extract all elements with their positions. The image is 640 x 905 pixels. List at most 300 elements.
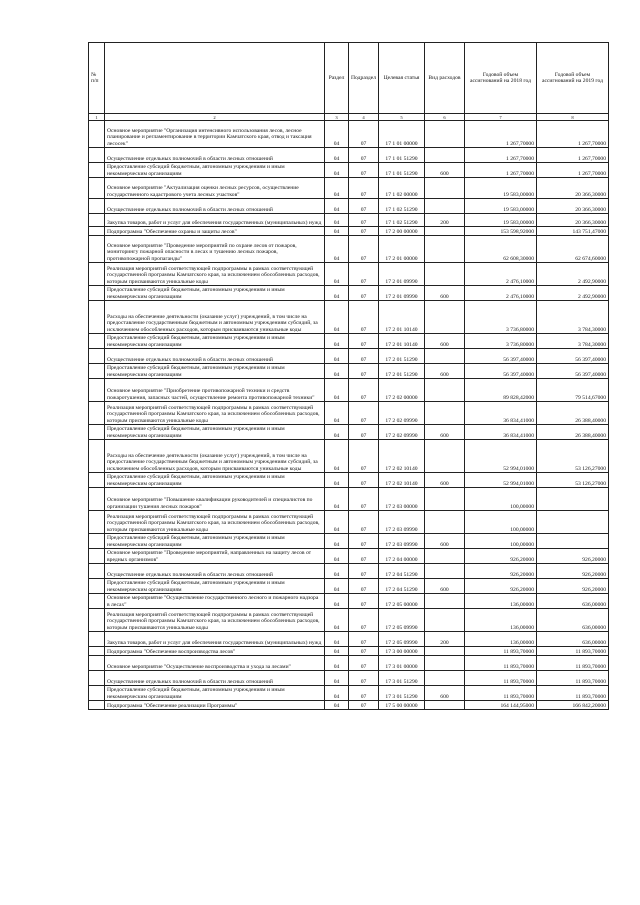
row-name-cell: Предоставление субсидий бюджетным, автономным учреждениям и иным некоммерческим организациям [105,579,325,594]
row-name-cell: Предоставление субсидий бюджетным, автономным учреждениям и иным некоммерческим организациям [105,334,325,349]
row-podrazdel-cell: 07 [349,488,379,511]
row-number-cell [89,148,105,163]
row-razdel-cell: 04 [325,227,349,236]
header-2018: Годовой объем ассигнований на 2018 год [465,43,537,114]
header-podrazdel: Подраздел [349,43,379,114]
row-number-cell [89,263,105,286]
table-row [89,199,609,214]
row-vr-cell [425,402,465,425]
table-row [89,656,609,671]
row-podrazdel-cell: 07 [349,178,379,199]
row-2018-cell: 3 736,80000 [465,334,537,349]
row-2018-cell: 56 397,40000 [465,364,537,379]
row-name-cell: Реализация мероприятий соответствующей подпрограммы в рамках соответствующей государственной программы Камчатского края, за исключением обособленных расходов, которым присваиваются уникальные коды [105,511,325,534]
row-2019-cell: 11 893,70000 [537,686,609,701]
header-2019: Годовой объем ассигнований на 2019 год [537,43,609,114]
row-csr-cell: 17 2 02 09990 [379,402,425,425]
row-name-cell: Расходы на обеспечение деятельности (оказание услуг) учреждений, в том числе на предоставление государственным бюджетным и автономным учреждениям субсидий, за исключением обособленных расходов, которым присваиваются уникальные коды [105,440,325,473]
row-name-cell: Осуществление отдельных полномочий в области лесных отношений [105,564,325,579]
row-name-cell: Предоставление субсидий бюджетным, автономным учреждениям и иным некоммерческим организациям [105,534,325,549]
table-row [89,334,609,349]
row-podrazdel-cell: 07 [349,473,379,488]
row-2019-cell: 3 784,30000 [537,301,609,334]
table-row [89,488,609,511]
row-razdel-cell: 04 [325,349,349,364]
row-vr-cell: 600 [425,364,465,379]
row-number-cell [89,199,105,214]
row-podrazdel-cell: 07 [349,364,379,379]
row-number-cell [89,440,105,473]
row-csr-cell: 17 2 04 51290 [379,564,425,579]
row-2018-cell: 52 994,01000 [465,440,537,473]
row-number-cell [89,121,105,148]
table-row [89,549,609,564]
row-name-cell: Предоставление субсидий бюджетным, автономным учреждениям и иным некоммерческим организациям [105,286,325,301]
row-name-cell: Основное мероприятие "Актуализация оценки лесных ресурсов, осуществление государственного кадастрового учета лесных участков" [105,178,325,199]
row-2019-cell: 11 893,70000 [537,647,609,656]
row-2019-cell: 26 388,40000 [537,425,609,440]
row-2019-cell: 143 751,47000 [537,227,609,236]
row-2018-cell: 89 828,42000 [465,379,537,402]
table-row [89,473,609,488]
row-podrazdel-cell: 07 [349,199,379,214]
row-vr-cell [425,349,465,364]
row-name-cell: Основное мероприятие "Проведение мероприятий, направленных на защиту лесов от вредных организмов" [105,549,325,564]
row-number-cell [89,364,105,379]
row-podrazdel-cell: 07 [349,263,379,286]
row-number-cell [89,178,105,199]
row-vr-cell [425,178,465,199]
row-csr-cell: 17 2 01 09990 [379,263,425,286]
row-2018-cell: 926,20000 [465,564,537,579]
row-name-cell: Осуществление отдельных полномочий в области лесных отношений [105,349,325,364]
row-razdel-cell: 04 [325,364,349,379]
table-row [89,349,609,364]
row-2019-cell: 11 893,70000 [537,671,609,686]
row-2019-cell: 636,00000 [537,632,609,647]
row-2019-cell: 53 126,27000 [537,440,609,473]
row-vr-cell [425,701,465,710]
row-2018-cell: 52 994,01000 [465,473,537,488]
row-vr-cell: 600 [425,286,465,301]
table-row [89,214,609,227]
row-vr-cell: 600 [425,163,465,178]
row-number-cell [89,227,105,236]
row-2018-cell: 100,00000 [465,511,537,534]
table-row [89,686,609,701]
row-razdel-cell: 04 [325,178,349,199]
row-csr-cell: 17 2 03 09990 [379,534,425,549]
index-cell: 8 [537,114,609,121]
row-2018-cell: 136,00000 [465,609,537,632]
row-podrazdel-cell: 07 [349,656,379,671]
row-vr-cell [425,227,465,236]
table-row [89,671,609,686]
table-row [89,440,609,473]
row-podrazdel-cell: 07 [349,379,379,402]
row-vr-cell: 600 [425,473,465,488]
row-podrazdel-cell: 07 [349,425,379,440]
row-csr-cell: 17 2 03 09990 [379,511,425,534]
row-name-cell: Основное мероприятие "Проведение мероприятий по охране лесов от пожаров, мониторингу пожарной опасности в лесах и тушению лесных пожаров, противопожарной пропаганды" [105,236,325,263]
row-number-cell [89,549,105,564]
row-csr-cell: 17 2 01 00000 [379,236,425,263]
row-2018-cell: 56 397,40000 [465,349,537,364]
table-row [89,301,609,334]
row-name-cell: Реализация мероприятий соответствующей подпрограммы в рамках соответствующей государственной программы Камчатского края, за исключением обособленных расходов, которым присваиваются уникальные коды [105,263,325,286]
row-name-cell: Основное мероприятие "Повышение квалификации руководителей и специалистов по организации тушения лесных пожаров" [105,488,325,511]
row-podrazdel-cell: 07 [349,301,379,334]
row-2019-cell: 636,00000 [537,594,609,609]
row-2019-cell: 26 388,40000 [537,402,609,425]
row-number-cell [89,647,105,656]
row-2019-cell: 53 126,27000 [537,473,609,488]
row-vr-cell [425,511,465,534]
row-2018-cell: 36 834,41000 [465,402,537,425]
row-number-cell [89,473,105,488]
row-vr-cell [425,671,465,686]
row-name-cell: Подпрограмма "Обеспечение реализации Программы" [105,701,325,710]
row-csr-cell: 17 2 01 51290 [379,349,425,364]
row-csr-cell: 17 3 01 51290 [379,671,425,686]
row-razdel-cell: 04 [325,473,349,488]
index-cell: 7 [465,114,537,121]
row-2018-cell: 1 267,70000 [465,148,537,163]
header-name [105,43,325,114]
table-row [89,534,609,549]
row-podrazdel-cell: 07 [349,121,379,148]
header-csr: Целевая статья [379,43,425,114]
row-csr-cell: 17 1 02 51290 [379,199,425,214]
row-2018-cell: 11 893,70000 [465,686,537,701]
row-podrazdel-cell: 07 [349,236,379,263]
row-name-cell: Основное мероприятие "Осуществление воспроизводства и ухода за лесами" [105,656,325,671]
row-2018-cell: 136,00000 [465,632,537,647]
row-csr-cell: 17 2 05 09990 [379,609,425,632]
row-name-cell: Закупка товаров, работ и услуг для обеспечения государственных (муниципальных) нужд [105,632,325,647]
row-podrazdel-cell: 07 [349,440,379,473]
row-name-cell: Предоставление субсидий бюджетным, автономным учреждениям и иным некоммерческим организациям [105,364,325,379]
row-number-cell [89,632,105,647]
row-podrazdel-cell: 07 [349,579,379,594]
row-name-cell: Предоставление субсидий бюджетным, автономным учреждениям и иным некоммерческим организациям [105,425,325,440]
row-razdel-cell: 04 [325,564,349,579]
row-2018-cell: 19 583,00000 [465,214,537,227]
row-2018-cell: 19 583,00000 [465,199,537,214]
table-row [89,511,609,534]
row-podrazdel-cell: 07 [349,334,379,349]
row-podrazdel-cell: 07 [349,671,379,686]
table-row [89,364,609,379]
row-2018-cell: 100,00000 [465,488,537,511]
row-podrazdel-cell: 07 [349,686,379,701]
row-razdel-cell: 04 [325,286,349,301]
row-name-cell: Реализация мероприятий соответствующей подпрограммы в рамках соответствующей государственной программы Камчатского края, за исключением обособленных расходов, которым присваиваются уникальные коды [105,402,325,425]
row-csr-cell: 17 2 04 00000 [379,549,425,564]
row-vr-cell [425,379,465,402]
row-number-cell [89,301,105,334]
row-name-cell: Основное мероприятие "Приобретение противопожарной техники и средств пожаротушения, запасных частей, осуществление ремонта противопожарной техники" [105,379,325,402]
row-number-cell [89,671,105,686]
row-razdel-cell: 04 [325,263,349,286]
row-podrazdel-cell: 07 [349,214,379,227]
row-2019-cell: 166 842,20000 [537,701,609,710]
row-razdel-cell: 04 [325,632,349,647]
row-razdel-cell: 04 [325,214,349,227]
row-number-cell [89,534,105,549]
row-razdel-cell: 04 [325,656,349,671]
index-cell: 4 [349,114,379,121]
row-csr-cell: 17 2 01 10140 [379,301,425,334]
table-row [89,236,609,263]
row-razdel-cell: 04 [325,121,349,148]
row-vr-cell [425,594,465,609]
row-razdel-cell: 04 [325,163,349,178]
row-number-cell [89,214,105,227]
row-name-cell: Предоставление субсидий бюджетным, автономным учреждениям и иным некоммерческим организациям [105,686,325,701]
row-2018-cell: 19 583,00000 [465,178,537,199]
row-number-cell [89,609,105,632]
table-row [89,163,609,178]
row-vr-cell [425,236,465,263]
row-vr-cell [425,121,465,148]
row-podrazdel-cell: 07 [349,701,379,710]
row-vr-cell [425,199,465,214]
row-vr-cell: 200 [425,214,465,227]
row-2019-cell: 926,20000 [537,564,609,579]
row-number-cell [89,236,105,263]
row-2018-cell: 1 267,70000 [465,163,537,178]
row-csr-cell: 17 2 00 00000 [379,227,425,236]
row-csr-cell: 17 1 02 00000 [379,178,425,199]
header-vr: Вид расходов [425,43,465,114]
index-cell: 5 [379,114,425,121]
row-2018-cell: 136,00000 [465,594,537,609]
row-csr-cell: 17 2 05 00000 [379,594,425,609]
row-number-cell [89,564,105,579]
row-razdel-cell: 04 [325,440,349,473]
row-number-cell [89,425,105,440]
row-csr-cell: 17 2 05 09990 [379,632,425,647]
column-index-row [89,114,609,121]
row-vr-cell [425,549,465,564]
row-vr-cell [425,647,465,656]
table-row [89,647,609,656]
row-name-cell: Реализация мероприятий соответствующей подпрограммы в рамках соответствующей государственной программы Камчатского края, за исключением обособленных расходов, которым присваиваются уникальные коды [105,609,325,632]
row-razdel-cell: 04 [325,402,349,425]
row-podrazdel-cell: 07 [349,148,379,163]
row-razdel-cell: 04 [325,609,349,632]
row-2019-cell [537,534,609,549]
row-csr-cell: 17 2 04 51290 [379,579,425,594]
index-cell: 1 [89,114,105,121]
row-2019-cell [537,511,609,534]
row-podrazdel-cell: 07 [349,609,379,632]
table-row [89,286,609,301]
row-podrazdel-cell: 07 [349,534,379,549]
row-2019-cell: 79 514,67000 [537,379,609,402]
table-row [89,227,609,236]
table-row [89,594,609,609]
row-vr-cell: 600 [425,579,465,594]
row-number-cell [89,334,105,349]
row-2019-cell: 1 267,70000 [537,148,609,163]
row-name-cell: Расходы на обеспечение деятельности (оказание услуг) учреждений, в том числе на предоставление государственным бюджетным и автономным учреждениям субсидий, за исключением обособленных расходов, которым присваиваются уникальные коды [105,301,325,334]
row-podrazdel-cell: 07 [349,286,379,301]
row-razdel-cell: 04 [325,488,349,511]
row-number-cell [89,286,105,301]
row-name-cell: Подпрограмма "Обеспечение воспроизводства лесов" [105,647,325,656]
row-2018-cell: 926,20000 [465,549,537,564]
row-2019-cell: 20 366,30000 [537,199,609,214]
row-razdel-cell: 04 [325,334,349,349]
row-podrazdel-cell: 07 [349,632,379,647]
row-razdel-cell: 04 [325,236,349,263]
table-row [89,632,609,647]
table-row [89,178,609,199]
table-row [89,379,609,402]
header-razdel: Раздел [325,43,349,114]
row-csr-cell: 17 2 02 09990 [379,425,425,440]
row-number-cell [89,488,105,511]
row-vr-cell [425,148,465,163]
row-name-cell: Осуществление отдельных полномочий в области лесных отношений [105,199,325,214]
row-vr-cell [425,609,465,632]
row-2019-cell: 20 366,30000 [537,214,609,227]
row-2018-cell: 100,00000 [465,534,537,549]
row-2019-cell: 2 492,90000 [537,263,609,286]
row-number-cell [89,163,105,178]
row-2018-cell: 3 736,80000 [465,301,537,334]
row-razdel-cell: 04 [325,686,349,701]
row-csr-cell: 17 1 02 51290 [379,214,425,227]
table-row [89,579,609,594]
row-csr-cell: 17 3 01 00000 [379,656,425,671]
row-vr-cell: 600 [425,425,465,440]
row-name-cell: Основное мероприятие "Организация интенсивного использования лесов, лесное планирование и регламентирование в территории Камчатского края, отвод и таксация лесосек" [105,121,325,148]
row-podrazdel-cell: 07 [349,402,379,425]
row-razdel-cell: 04 [325,425,349,440]
index-cell: 3 [325,114,349,121]
row-razdel-cell: 04 [325,511,349,534]
row-razdel-cell: 04 [325,701,349,710]
row-podrazdel-cell: 07 [349,163,379,178]
row-csr-cell: 17 1 01 51290 [379,163,425,178]
row-vr-cell [425,488,465,511]
row-name-cell: Подпрограмма "Обеспечение охраны и защиты лесов" [105,227,325,236]
table-row [89,564,609,579]
row-vr-cell [425,564,465,579]
row-name-cell: Осуществление отдельных полномочий в области лесных отношений [105,148,325,163]
row-csr-cell: 17 2 03 00000 [379,488,425,511]
row-2018-cell: 164 144,95000 [465,701,537,710]
row-csr-cell: 17 2 01 51290 [379,364,425,379]
row-vr-cell: 600 [425,334,465,349]
table-row [89,701,609,710]
row-razdel-cell: 04 [325,579,349,594]
header-num: № п/п [89,43,105,114]
row-number-cell [89,402,105,425]
row-number-cell [89,701,105,710]
row-number-cell [89,656,105,671]
row-csr-cell: 17 3 01 51290 [379,686,425,701]
row-name-cell: Осуществление отдельных полномочий в области лесных отношений [105,671,325,686]
row-2018-cell: 62 608,30000 [465,236,537,263]
row-razdel-cell: 04 [325,301,349,334]
row-2018-cell: 11 893,70000 [465,656,537,671]
table-row [89,263,609,286]
row-podrazdel-cell: 07 [349,564,379,579]
table-row [89,148,609,163]
row-name-cell: Закупка товаров, работ и услуг для обеспечения государственных (муниципальных) нужд [105,214,325,227]
row-2019-cell: 926,20000 [537,579,609,594]
row-2018-cell: 2 476,10000 [465,286,537,301]
row-number-cell [89,379,105,402]
row-razdel-cell: 04 [325,671,349,686]
index-cell: 6 [425,114,465,121]
row-2019-cell: 56 397,40000 [537,349,609,364]
row-2019-cell: 636,00000 [537,609,609,632]
row-podrazdel-cell: 07 [349,594,379,609]
row-razdel-cell: 04 [325,549,349,564]
table-row [89,402,609,425]
row-razdel-cell: 04 [325,594,349,609]
row-2019-cell: 62 674,60000 [537,236,609,263]
row-name-cell: Предоставление субсидий бюджетным, автономным учреждениям и иным некоммерческим организациям [105,473,325,488]
row-2018-cell: 2 476,10000 [465,263,537,286]
row-csr-cell: 17 5 00 00000 [379,701,425,710]
row-razdel-cell: 04 [325,148,349,163]
row-csr-cell: 17 2 02 00000 [379,379,425,402]
header-row [89,43,609,114]
row-podrazdel-cell: 07 [349,549,379,564]
budget-table [88,42,609,710]
row-podrazdel-cell: 07 [349,647,379,656]
row-vr-cell: 600 [425,686,465,701]
row-2019-cell: 2 492,90000 [537,286,609,301]
row-vr-cell: 600 [425,534,465,549]
table-row [89,609,609,632]
row-razdel-cell: 04 [325,534,349,549]
row-2019-cell: 1 267,70000 [537,121,609,148]
table-row [89,121,609,148]
row-csr-cell: 17 2 02 10140 [379,440,425,473]
row-number-cell [89,594,105,609]
row-number-cell [89,579,105,594]
row-number-cell [89,511,105,534]
row-razdel-cell: 04 [325,647,349,656]
table-row [89,425,609,440]
row-podrazdel-cell: 07 [349,227,379,236]
row-csr-cell: 17 1 01 00000 [379,121,425,148]
row-csr-cell: 17 2 01 09990 [379,286,425,301]
row-2018-cell: 153 598,92000 [465,227,537,236]
row-number-cell [89,349,105,364]
row-csr-cell: 17 3 00 00000 [379,647,425,656]
row-2018-cell: 36 834,41000 [465,425,537,440]
row-vr-cell [425,440,465,473]
row-2019-cell: 56 397,40000 [537,364,609,379]
row-2019-cell: 1 267,70000 [537,163,609,178]
row-vr-cell [425,656,465,671]
row-2019-cell: 20 366,30000 [537,178,609,199]
index-cell: 2 [105,114,325,121]
row-2018-cell: 11 893,70000 [465,671,537,686]
row-2018-cell: 1 267,70000 [465,121,537,148]
row-csr-cell: 17 1 01 51290 [379,148,425,163]
row-2019-cell: 11 893,70000 [537,656,609,671]
budget-table-sheet [88,42,609,710]
